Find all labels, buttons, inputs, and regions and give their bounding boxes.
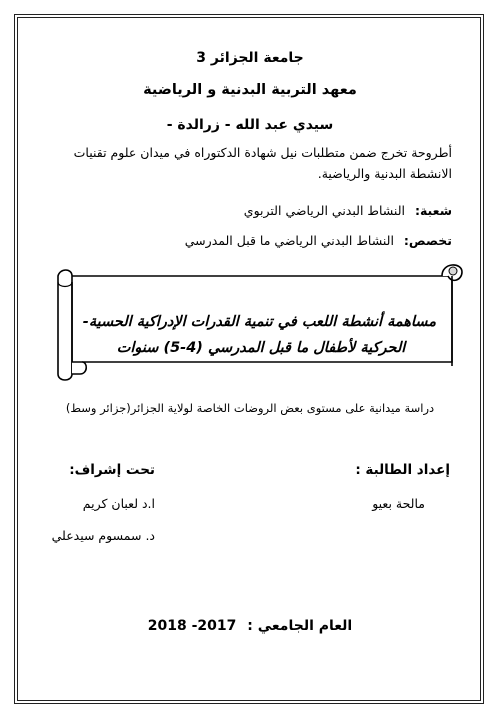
student-label: إعداد الطالبة : (355, 462, 450, 478)
academic-year-row (0, 618, 500, 635)
thesis-purpose-line2: الانشطة البدنية والرياضية. (317, 166, 452, 181)
academic-year-label: العام الجامعي : (247, 618, 353, 634)
study-description: دراسة ميدانية على مستوى بعض الروضات الخاصة لولاية الجزائر(جزائر وسط) (65, 401, 435, 415)
university-name: جامعة الجزائر 3 (196, 50, 304, 66)
branch-value: النشاط البدني الرياضي التربوي (243, 203, 405, 218)
specialty-value: النشاط البدني الرياضي ما قبل المدرسي (184, 233, 394, 248)
title-scroll-banner (50, 258, 464, 388)
thesis-purpose-line1: أطروحة تخرج ضمن متطلبات نيل شهادة الدكتوراه في ميدان علوم تقنيات (73, 145, 452, 160)
academic-year-value: 2017- 2018 (147, 618, 237, 634)
supervisor-label: تحت إشراف: (69, 462, 155, 478)
institute-name: معهد التربية البدنية و الرياضية (143, 82, 357, 98)
supervisor-name-2: د. سمسوم سيدعلي (51, 528, 155, 543)
supervisor-name-1: ا.د لعبان كريم (82, 496, 155, 511)
specialty-row (185, 233, 452, 248)
branch-row (244, 203, 452, 218)
branch-label: شعبة: (414, 203, 452, 218)
thesis-title-line2: الحركية لأطفال ما قبل المدرسي (4-5) سنوات (116, 340, 406, 356)
campus-location: سيدي عبد الله - زرالدة - (166, 117, 334, 133)
specialty-label: تخصص: (403, 233, 452, 248)
thesis-title-line1: مساهمة أنشطة اللعب في تنمية القدرات الإدراكية الحسية- (82, 314, 436, 330)
student-name: مالحة بعيو (372, 496, 425, 511)
